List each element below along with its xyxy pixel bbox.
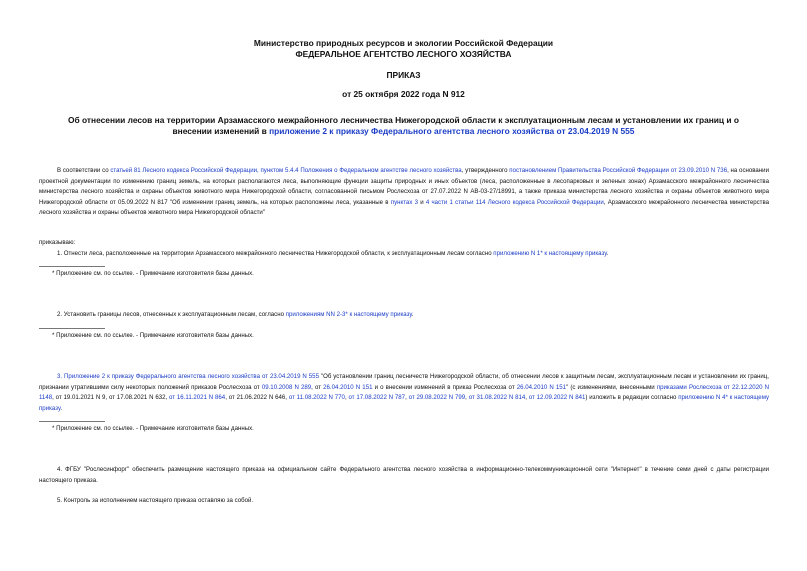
item-3-link-order-151[interactable]: 26.04.2010 N 151 [323,383,373,391]
item-3-text: и о внесении изменений в приказ Рослесхоза от [372,383,517,391]
item-5: 5. Контроль за исполнением настоящего приказа оставляю за собой. [57,497,254,504]
item-3-link-appendix-4[interactable]: приложению N 4* к настоящему приказу [39,394,769,412]
document-title [60,115,747,137]
preamble-link-points-3[interactable]: пунктах 3 [390,198,418,206]
item-3-text: , [525,394,529,402]
item-3-text: , [405,394,409,402]
item-2-link[interactable]: приложениям NN 2-3* к настоящему приказу [285,311,412,318]
title-link[interactable]: приложение 2 к приказу Федерального агентства лесного хозяйства от 23.04.2019 N 555 [269,126,635,136]
preamble-text: , на основании проектной документации по изменению границ земель, на которых располагаются леса, выполняющие функции защиты природных и иных объектов (леса, расположенные в лесопарковых и зеленых зонах) Арзамасского межрайонного лесничества министерства лесного хозяйства и охраны объектов животного мира Нижегородской области, согласованной письмом Рослесхоза от 27.07.2022 N АВ-03-27/18991, а также приказа министерства лесного хозяйства и охраны объектов животного мира Нижегородской области от 05.09.2022 N 817 "Об изменении границ земель, на которых расположены леса, указанные в [39,167,769,206]
agency-heading: ФЕДЕРАЛЬНОЕ АГЕНТСТВО ЛЕСНОГО ХОЗЯЙСТВА [295,49,512,59]
item-2-tail: . [411,311,414,318]
item-3-link-order-814[interactable]: от 31.08.2022 N 814 [468,394,526,402]
title-line-1: Об отнесении лесов на территории Арзамасского межрайонного лесничества Нижегородской области к эксплуатационным лесам и установлении их границ и о [68,115,739,125]
footnote-divider [39,421,105,422]
item-3-link-appendix[interactable]: 3. Приложение 2 к приказу Федерального агентства лесного хозяйства от 23.04.2019 N 555 [57,373,319,380]
item-1-link[interactable]: приложению N 1* к настоящему приказу [493,250,607,257]
preamble-text: , Арзамасского межрайонного лесничества министерства лесного хозяйства и охраны объектов животного мира Нижегородской области" [39,198,770,217]
preamble-text: и [418,198,426,206]
item-3-text: , [344,394,349,402]
item-3-link-order-787[interactable]: от 17.08.2022 N 787 [348,394,406,402]
preamble-link-article-114[interactable]: 4 части 1 статьи 114 Лесного кодекса Российской Федерации [425,198,604,206]
preamble-paragraph [39,166,769,219]
item-3-text: . [60,404,63,412]
preamble-text: , утвержденного [461,167,510,174]
item-4: 4. ФГБУ "Рослесинфорг" обеспечить размещение настоящего приказа на официальном сайте Федерального агентства лесного хозяйства в информационно-телекоммуникационной сети "Интернет" в течение семи дней с даты регистрации настоящего приказа. [39,466,769,484]
ministry-heading: Министерство природных ресурсов и экологии Российской Федерации [253,38,554,48]
item-1-tail: . [606,250,609,257]
item-3-text: "Об установлении границ лесничеств Нижегородской области, об отнесении лесов к защитным лесам, эксплуатационным лесам и установлении их границ, признании утратившими силу некоторых положений приказов Рослесхоза от [39,373,769,391]
item-3-text: , от 21.06.2022 N 646, [225,394,289,402]
item-3-link-order-1148[interactable]: приказами Рослесхоза от 22.12.2020 N 1148 [39,383,769,402]
order-word: приказываю: [39,239,76,246]
title-line-2 [60,126,747,137]
footnote-3: * Приложение см. по ссылке. - Примечание изготовителя базы данных. [52,425,254,432]
item-3-link-order-841[interactable]: от 12.09.2022 N 841 [528,394,586,402]
item-3-text: , от 19.01.2021 N 9, от 17.08.2021 N 632, [52,394,170,402]
item-3 [39,372,769,414]
doc-date: от 25 октября 2022 года N 912 [342,89,465,99]
item-2-text: 2. Установить границы лесов, отнесенных к эксплуатационным лесам, согласно [57,311,286,318]
item-3-text: , [465,394,469,402]
item-1 [39,249,769,260]
footnote-2: * Приложение см. по ссылке. - Примечание изготовителя базы данных. [52,332,254,339]
doc-type: ПРИКАЗ [386,70,421,80]
item-3-text: " (с изменениями, внесенными [566,383,657,391]
item-3-text: , от [311,383,324,391]
item-3-link-order-151-amend[interactable]: 26.04.2010 N 151 [516,383,567,391]
item-3-link-order-799[interactable]: от 29.08.2022 N 799 [408,394,466,402]
footnote-1: * Приложение см. по ссылке. - Примечание изготовителя базы данных. [52,270,254,277]
item-3-text: ) изложить в редакции согласно [585,394,679,402]
footnote-divider [39,328,105,329]
item-1-text: 1. Отнести леса, расположенные на территории Арзамасского межрайонного лесничества Нижегородской области, к эксплуатационным лесам согласно [57,250,494,257]
preamble-text: В соответствии со [57,167,111,174]
title-prefix: внесении изменений в [172,126,270,136]
footnote-divider [39,266,105,267]
preamble-link-government-decree[interactable]: постановлением Правительства Российской Федерации от 23.09.2010 N 736 [509,167,728,174]
item-2 [39,310,769,321]
item-3-link-order-864[interactable]: от 16.11.2021 N 864 [169,394,226,402]
preamble-link-forest-code[interactable]: статьей 81 Лесного кодекса Российской Федерации, пунктом 5.4.4 Положения о Федеральном агентстве лесного хозяйства [110,167,462,174]
item-3-link-order-289[interactable]: 09.10.2008 N 289 [261,383,312,391]
item-3-link-order-770[interactable]: от 11.08.2022 N 770 [288,394,345,402]
